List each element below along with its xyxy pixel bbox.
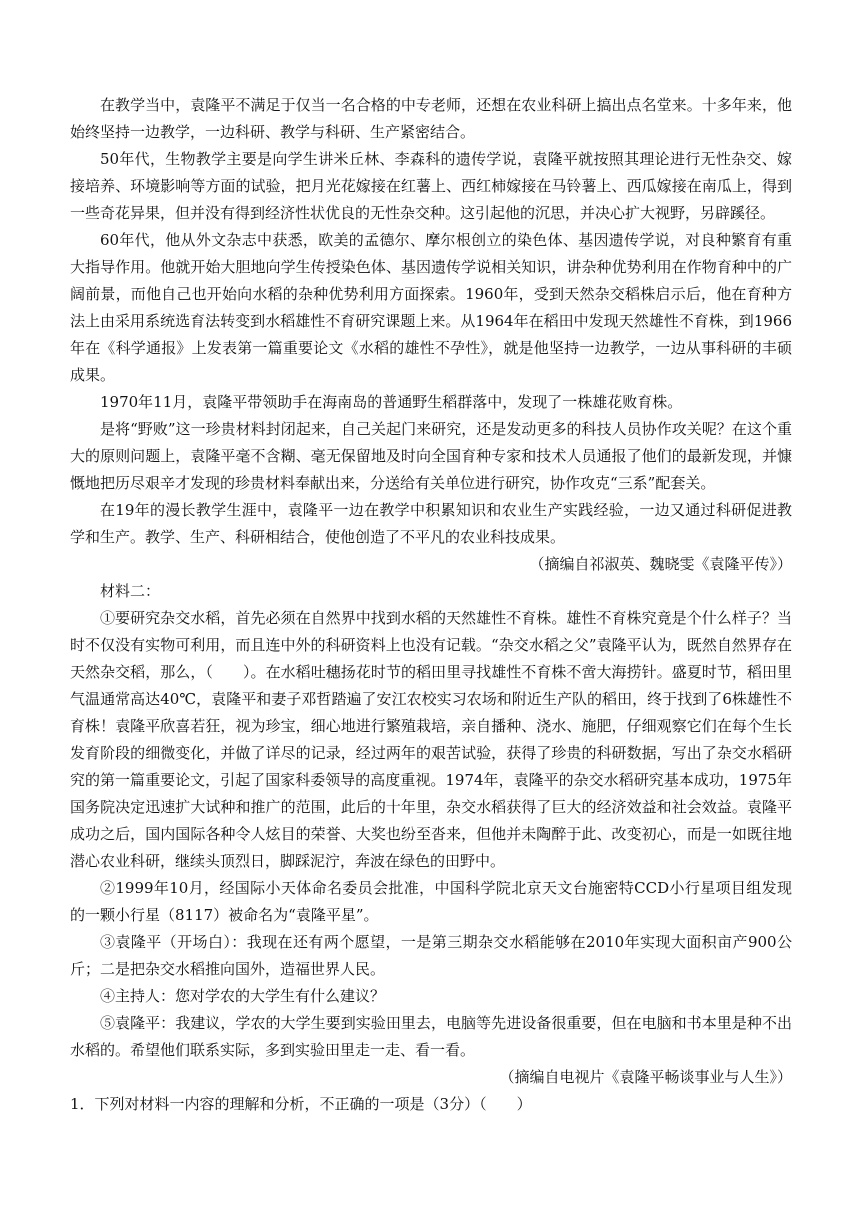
material1-paragraph-2: 50年代，生物教学主要是向学生讲米丘林、李森科的遗传学说，袁隆平就按照其理论进行无性杂交、嫁接培养、环境影响等方面的试验，把月光花嫁接在红薯上、西红柿嫁接在马铃薯上、西瓜嫁接在南瓜上，得到一些奇花异果，但并没有得到经济性状优良的无性杂交种。这引起他的沉思，并决心扩大视野，另辟蹊径。 <box>70 150 792 222</box>
material1-paragraph-6: 在19年的漫长教学生涯中，袁隆平一边在教学中积累知识和农业生产实践经验，一边又通过科研促进教学和生产。教学、生产、科研相结合，使他创造了不平凡的农业科技成果。 <box>70 501 792 546</box>
material2-paragraph-2: ②1999年10月，经国际小天体命名委员会批准，中国科学院北京天文台施密特CCD小行星项目组发现的一颗小行星（8117）被命名为“袁隆平星”。 <box>70 879 792 924</box>
material2-paragraph-5: ⑤袁隆平：我建议，学农的大学生要到实验田里去，电脑等先进设备很重要，但在电脑和书本里是种不出水稻的。希望他们联系实际，多到实验田里走一走、看一看。 <box>70 1014 792 1059</box>
question-1: 1．下列对材料一内容的理解和分析，不正确的一项是（3分）（ ） <box>70 1095 532 1113</box>
material2-paragraph-1: ①要研究杂交水稻，首先必须在自然界中找到水稻的天然雄性不育株。雄性不育株究竟是个什么样子？当时不仅没有实物可利用，而且连中外的科研资料上也没有记载。“杂交水稻之父”袁隆平认为，既然自然界存在天然杂交稻，那么，（ ）。在水稻吐穗扬花时节的稻田里寻找雄性不育株不啻大海捞针。盛夏时节，稻田里气温通常高达40℃，袁隆平和妻子邓哲踏遍了安江农校实习农场和附近生产队的稻田，终于找到了6株雄性不育株！袁隆平欣喜若狂，视为珍宝，细心地进行繁殖栽培，亲自播种、浇水、施肥，仔细观察它们在每个生长发育阶段的细微变化，并做了详尽的记录，经过两年的艰苦试验，获得了珍贵的科研数据，写出了杂交水稻研究的第一篇重要论文，引起了国家科委领导的高度重视。1974年，袁隆平的杂交水稻研究基本成功，1975年国务院决定迅速扩大试种和推广的范围，此后的十年里，杂交水稻获得了巨大的经济效益和社会效益。袁隆平成功之后，国内国际各种令人炫目的荣誉、大奖也纷至沓来，但他并未陶醉于此、改变初心，而是一如既往地潜心农业科研，继续头顶烈日，脚踩泥泞，奔波在绿色的田野中。 <box>70 609 792 870</box>
material2-citation: （摘编自电视片《袁隆平畅谈事业与人生》） <box>499 1068 792 1086</box>
material1-paragraph-4: 1970年11月，袁隆平带领助手在海南岛的普通野生稻群落中，发现了一株雄花败育株。 <box>100 393 683 411</box>
material1-citation: （摘编自祁淑英、魏晓雯《袁隆平传》） <box>529 555 792 573</box>
material1-paragraph-3: 60年代，他从外文杂志中获悉，欧美的孟德尔、摩尔根创立的染色体、基因遗传学说，对良种繁育有重大指导作用。他就开始大胆地向学生传授染色体、基因遗传学说相关知识，讲杂种优势利用在作物育种中的广阔前景，而他自己也开始向水稻的杂种优势利用方面探索。1960年，受到天然杂交稻株启示后，他在育种方法上由采用系统选育法转变到水稻雄性不育研究课题上来。从1964年在稻田中发现天然雄性不育株，到1966年在《科学通报》上发表第一篇重要论文《水稻的雄性不孕性》，就是他坚持一边教学，一边从事科研的丰硕成果。 <box>70 231 792 384</box>
material1-paragraph-5: 是将“野败”这一珍贵材料封闭起来，自己关起门来研究，还是发动更多的科技人员协作攻关呢？在这个重大的原则问题上，袁隆平毫不含糊、毫无保留地及时向全国育种专家和技术人员通报了他们的最新发现，并慷慨地把历尽艰辛才发现的珍贵材料奉献出来，分送给有关单位进行研究，协作攻克“三系”配套关。 <box>70 420 792 492</box>
material2-paragraph-4: ④主持人：您对学农的大学生有什么建议？ <box>100 987 386 1005</box>
material2-paragraph-3: ③袁隆平（开场白）：我现在还有两个愿望，一是第三期杂交水稻能够在2010年实现大面积亩产900公斤；二是把杂交水稻推向国外，造福世界人民。 <box>70 933 792 978</box>
material1-paragraph-1: 在教学当中，袁隆平不满足于仅当一名合格的中专老师，还想在农业科研上搞出点名堂来。十多年来，他始终坚持一边教学，一边科研、教学与科研、生产紧密结合。 <box>70 96 792 141</box>
document-page <box>70 92 792 1118</box>
material2-heading: 材料二： <box>100 582 161 600</box>
